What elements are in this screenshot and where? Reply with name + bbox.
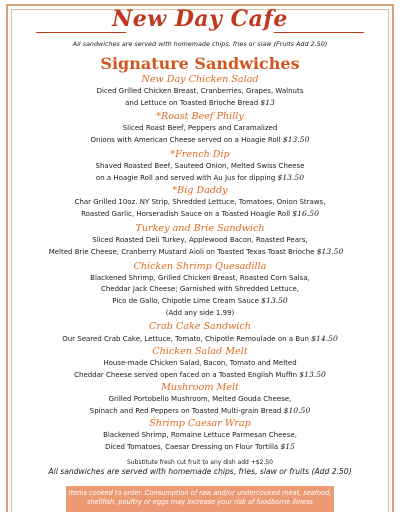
sides-note-top: All sandwiches are served with homemade chips, fries or slaw (Fruits Add 2.50): [72, 40, 328, 48]
item-price: $13: [260, 98, 275, 108]
item-price: $16.50: [292, 209, 319, 219]
item-desc: House-made Chicken Salad, Bacon, Tomato and Melted: [103, 359, 297, 367]
item-name: *Roast Beef Philly: [156, 111, 244, 122]
menu-item: [20, 74, 380, 109]
sides-note-bottom: All sandwiches are served with homemade chips, fries, slaw or fruits (Add 2.50): [48, 467, 352, 476]
item-price: $13.50: [299, 370, 326, 380]
menu-item: [20, 261, 380, 319]
menu-item: [20, 111, 380, 146]
menu-item: [20, 185, 380, 220]
item-desc: Roasted Garlic, Horseradish Sauce on a Toasted Hoagie Roll $16.50: [81, 209, 319, 219]
menu-item: [20, 418, 380, 453]
menu-item: [20, 382, 380, 417]
menu-item: [20, 223, 380, 258]
title-rule-left: [36, 32, 126, 33]
item-price: $13.50: [277, 173, 305, 183]
item-desc: Spinach and Red Peppers on Toasted Multi-grain Bread $10.50: [89, 406, 311, 416]
title-rule-right: [274, 32, 364, 33]
item-desc: and Lettuce on Toasted Brioche Bread $13: [125, 98, 275, 108]
item-desc: Char Grilled 10oz. NY Strip, Shredded Lettuce, Tomatoes, Onion Straws,: [74, 198, 326, 206]
menu-item: [20, 149, 380, 184]
item-name: Mushroom Melt: [161, 382, 239, 393]
item-desc: Pico de Gallo, Chipotle Lime Cream Sauce $13.50: [112, 296, 288, 306]
item-name: *French Dip: [170, 149, 230, 160]
item-desc: Our Seared Crab Cake, Lettuce, Tomato, Chipotle Remoulade on a Bun $14.50: [62, 334, 338, 343]
item-name: *Big Daddy: [172, 185, 228, 196]
menu-item: [20, 346, 380, 381]
item-name: Chicken Shrimp Quesadilla: [133, 261, 267, 272]
item-desc: on a Hoagie Roll and served with Au Jus for dipping $13.50: [95, 173, 305, 183]
item-desc: Sliced Roasted Deli Turkey, Applewood Bacon, Roasted Pears,: [92, 236, 308, 244]
cafe-title: New Day Cafe: [112, 6, 288, 32]
item-desc: Diced Tomatoes, Caesar Dressing on Flour Tortilla $15: [105, 442, 295, 452]
item-price: $10.50: [283, 406, 311, 416]
substitute-note: Substitute fresh cut fruit to any dish add +$2.50: [127, 459, 273, 466]
item-desc: Diced Grilled Chicken Breast, Cranberries, Grapes, Walnuts: [96, 87, 304, 95]
item-name: Crab Cake Sandwich: [149, 321, 251, 332]
item-desc: Cheddar Cheese served open faced on a Toasted English Muffin $13.50: [74, 370, 326, 380]
item-price: $15: [280, 442, 295, 452]
food-safety-warning: Items cooked to order. Consumption of raw and/or undercooked meat, seafood, shellfish, poultry or eggs may increase your risk of foodborne illness: [66, 486, 334, 512]
item-price: $13.50: [261, 296, 288, 306]
item-desc: Sliced Roast Beef, Peppers and Caramalized: [122, 124, 278, 132]
item-name: New Day Chicken Salad: [141, 74, 259, 85]
item-desc: Blackened Shrimp, Romaine Lettuce Parmesan Cheese,: [103, 431, 297, 439]
section-heading: Signature Sandwiches: [100, 54, 300, 73]
item-name: Shrimp Caesar Wrap: [149, 418, 251, 429]
menu-item: [20, 321, 380, 345]
item-price: $13.50: [282, 135, 310, 145]
item-name: Turkey and Brie Sandwich: [135, 223, 265, 234]
item-desc: Grilled Portobello Mushroom, Melted Gouda Cheese,: [108, 395, 292, 403]
item-desc: Blackened Shrimp, Grilled Chicken Breast, Roasted Corn Salsa,: [90, 274, 310, 282]
item-desc: Onions with American Cheese served on a Hoagie Roll $13.50: [90, 135, 310, 145]
item-desc: Melted Brie Cheese, Cranberry Mustard Aioli on Toasted Texas Toast Brioche $13.50: [48, 247, 344, 257]
item-name: Chicken Salad Melt: [152, 346, 248, 357]
item-desc: Shaved Roasted Beef, Sauteed Onion, Melted Swiss Cheese: [95, 162, 305, 170]
item-extra: (Add any side 1.99): [165, 308, 235, 317]
item-price: $14.50: [311, 334, 338, 343]
item-desc: Cheddar Jack Cheese; Garnished with Shredded Lettuce,: [100, 285, 299, 294]
item-price: $13.50: [316, 247, 344, 257]
